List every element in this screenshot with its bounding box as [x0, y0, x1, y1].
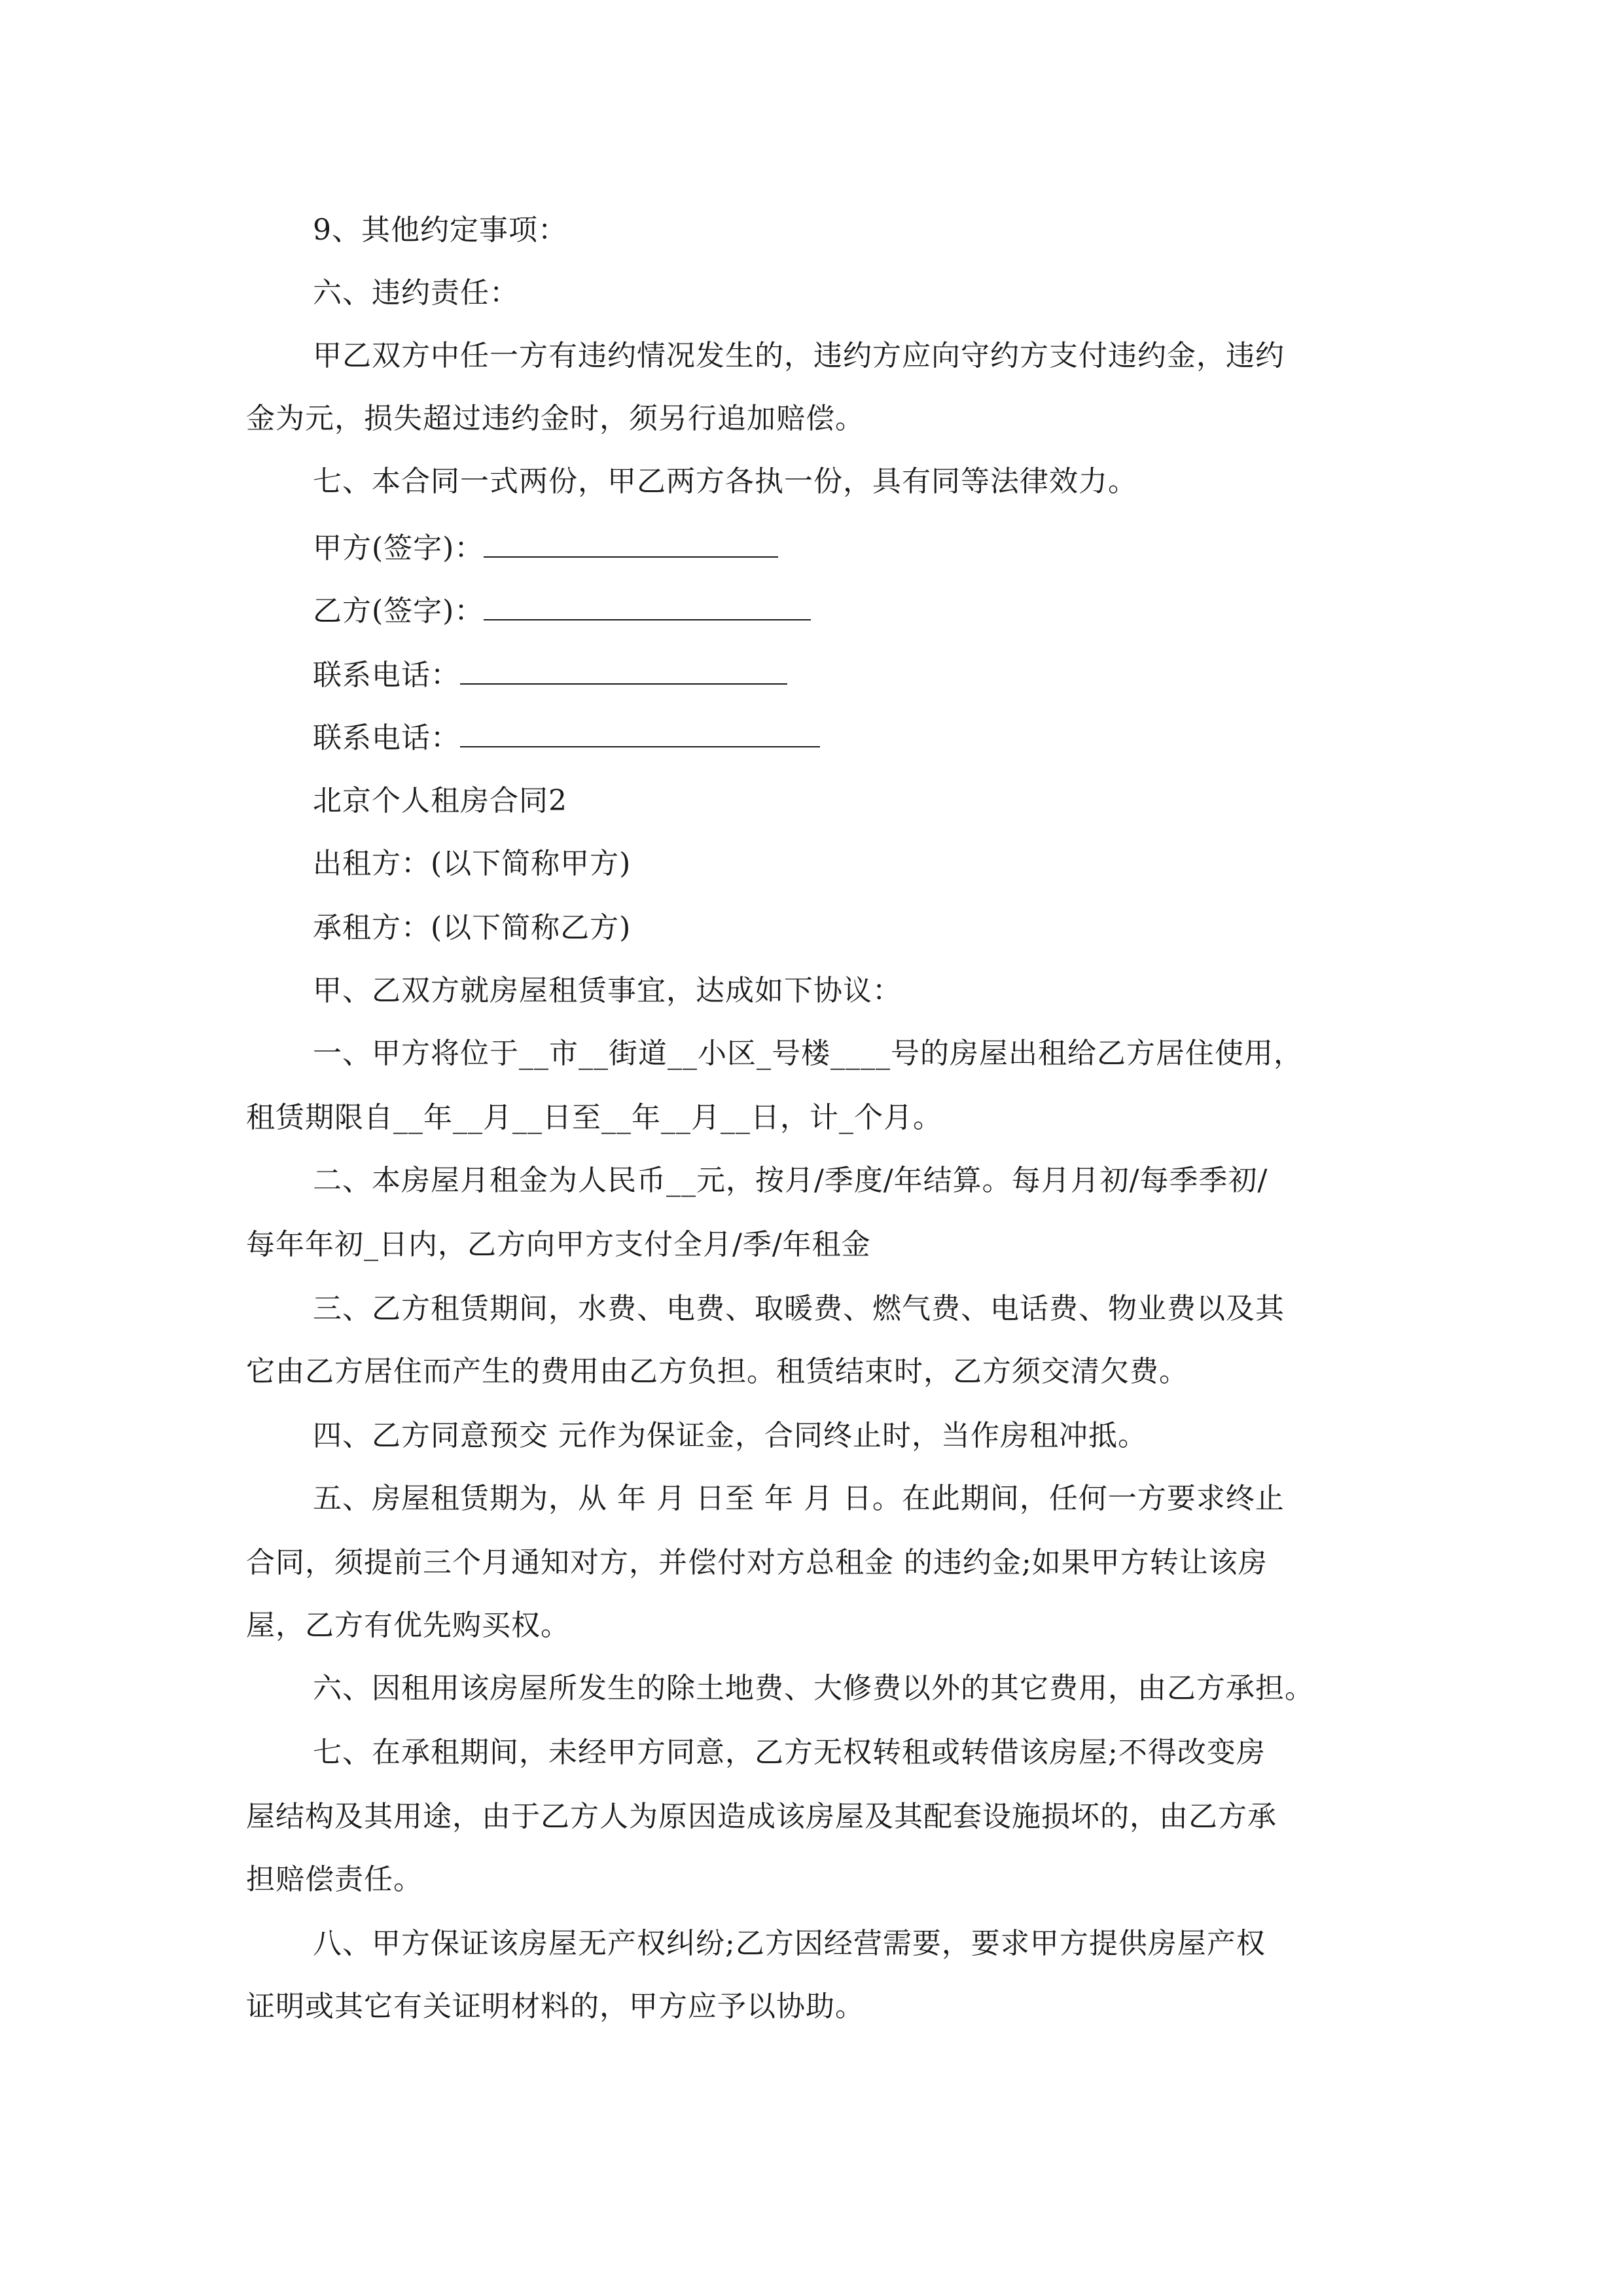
clause-1-line-2: 租赁期限自__年__月__日至__年__月__日，计_个月。 — [246, 1101, 942, 1134]
clause-5-line-2: 合同，须提前三个月通知对方，并偿付对方总租金 的违约金;如果甲方转让该房 — [246, 1546, 1268, 1579]
party-b-phone-row — [313, 717, 820, 758]
breach-heading: 六、违约责任： — [313, 276, 519, 310]
clause-3-line-1: 三、乙方租赁期间，水费、电费、取暖费、燃气费、电话费、物业费以及其 — [313, 1292, 1285, 1325]
party-a-phone-row — [313, 655, 787, 695]
clause-5-line-3: 屋，乙方有优先购买权。 — [246, 1609, 570, 1642]
party-a-phone-label: 联系电话： — [313, 658, 460, 692]
clause-8-line-2: 证明或其它有关证明材料的，甲方应予以协助。 — [246, 1990, 865, 2023]
clause-2-line-2: 每年年初_日内，乙方向甲方支付全月/季/年租金 — [246, 1228, 871, 1261]
party-a-signature-label: 甲方(签字)： — [313, 531, 484, 565]
contract-2-title: 北京个人租房合同2 — [313, 784, 567, 817]
party-b-phone-blank[interactable] — [460, 717, 820, 747]
clause-7-line-3: 担赔偿责任。 — [246, 1863, 423, 1896]
clause-6: 六、因租用该房屋所发生的除土地费、大修费以外的其它费用，由乙方承担。 — [313, 1672, 1314, 1705]
clause-8-line-1: 八、甲方保证该房屋无产权纠纷;乙方因经营需要，要求甲方提供房屋产权 — [313, 1927, 1266, 1960]
clause-1-line-1: 一、甲方将位于__市__街道__小区_号楼____号的房屋出租给乙方居住使用， — [313, 1037, 1303, 1070]
clause-5-line-1: 五、房屋租赁期为，从 年 月 日至 年 月 日。在此期间，任何一方要求终止 — [313, 1482, 1285, 1515]
clause-7-line-1: 七、在承租期间，未经甲方同意，乙方无权转租或转借该房屋;不得改变房 — [313, 1736, 1266, 1769]
clause-4: 四、乙方同意预交 元作为保证金，合同终止时，当作房租冲抵。 — [313, 1419, 1147, 1452]
clause-7-line-2: 屋结构及其用途，由于乙方人为原因造成该房屋及其配套设施损坏的，由乙方承 — [246, 1800, 1277, 1833]
party-b-signature-label: 乙方(签字)： — [313, 594, 484, 628]
clause-2-line-1: 二、本房屋月租金为人民币__元，按月/季度/年结算。每月月初/每季季初/ — [313, 1164, 1268, 1197]
lessee-line: 承租方：(以下简称乙方) — [313, 911, 632, 944]
agreement-intro: 甲、乙双方就房屋租赁事宜，达成如下协议： — [313, 974, 902, 1007]
other-matters-item: 9、其他约定事项： — [313, 213, 567, 247]
copies-clause: 七、本合同一式两份，甲乙两方各执一份，具有同等法律效力。 — [313, 465, 1137, 498]
party-a-signature-row — [313, 528, 778, 568]
party-b-phone-label: 联系电话： — [313, 721, 460, 755]
party-a-signature-blank[interactable] — [484, 528, 778, 558]
party-b-signature-row — [313, 590, 811, 631]
breach-paragraph-line-2: 金为元，损失超过违约金时，须另行追加赔偿。 — [246, 402, 865, 435]
party-a-phone-blank[interactable] — [460, 655, 787, 685]
clause-3-line-2: 它由乙方居住而产生的费用由乙方负担。租赁结束时，乙方须交清欠费。 — [246, 1355, 1188, 1388]
party-b-signature-blank[interactable] — [484, 590, 811, 620]
breach-paragraph-line-1: 甲乙双方中任一方有违约情况发生的，违约方应向守约方支付违约金，违约 — [313, 339, 1285, 372]
lessor-line: 出租方：(以下简称甲方) — [313, 847, 632, 880]
